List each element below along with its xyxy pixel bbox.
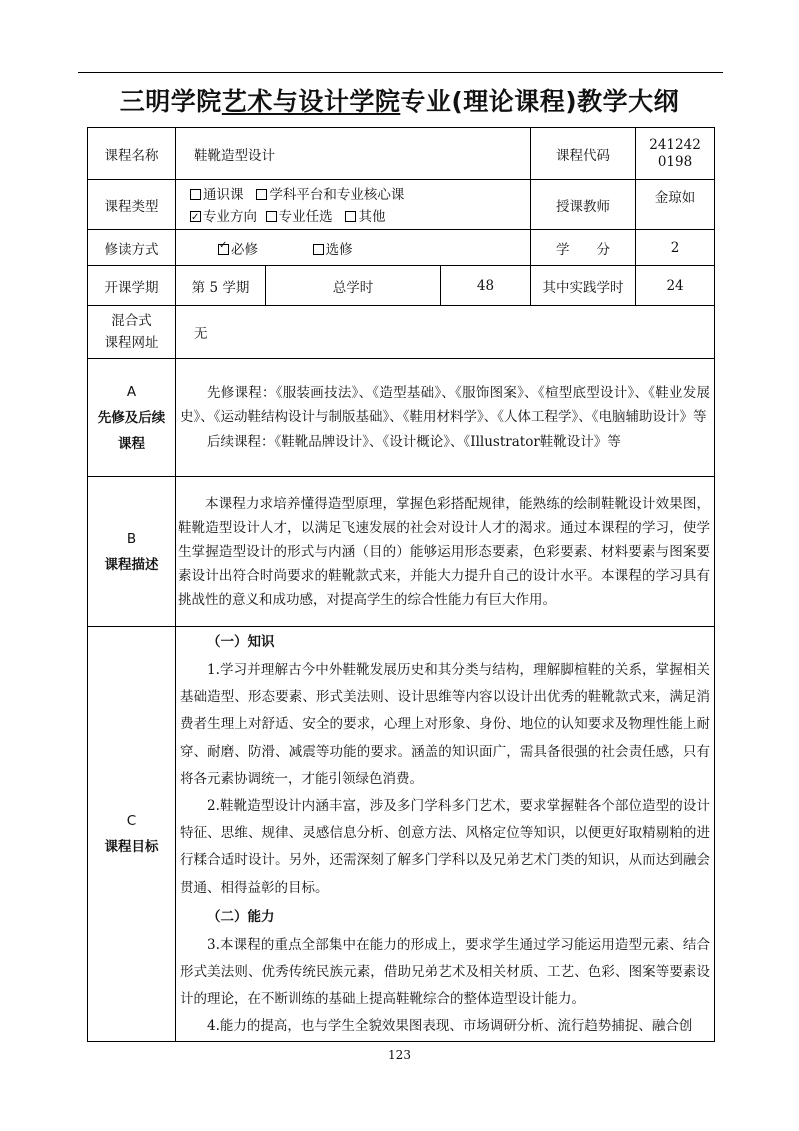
option-optional: 选修 (325, 241, 353, 258)
course-type-options (176, 180, 531, 230)
goal-paragraph-1: 1.学习并理解古今中外鞋靴发展历史和其分类与结构，理解脚楦鞋的关系，掌握相关基础造型、形态要素、形式美法则、设计思维等内容以设计出优秀的鞋靴款式来，满足消费者生理上对舒适、安全的要求，心理上对形象、身份、地位的认知要求及物理性能上耐穿、耐磨、防滑、减震等功能的要求。涵盖的知识面广，需具备很强的社会责任感，只有将各元素协调统一，才能引领绿色消费。 (180, 662, 711, 787)
course-type-label: 课程类型 (88, 180, 176, 230)
document-title (0, 82, 799, 118)
study-mode-label: 修读方式 (88, 230, 176, 266)
checkbox-optional[interactable] (313, 244, 324, 255)
course-url-value: 无 (176, 306, 715, 359)
title-prefix: 三明学院 (119, 87, 222, 116)
section-b-title: 课程描述 (104, 556, 159, 573)
row-semester (88, 266, 715, 306)
course-code-value: 2412420198 (636, 128, 715, 180)
option-required: 必修 (231, 241, 258, 258)
course-name-value: 鞋靴造型设计 (176, 128, 531, 180)
row-course-name (88, 128, 715, 180)
row-section-b (88, 477, 715, 627)
header-rule (78, 72, 723, 73)
row-section-a (88, 359, 715, 477)
course-url-label (88, 306, 176, 359)
option-elective: 专业任选 (278, 208, 333, 225)
teacher-label: 授课教师 (531, 180, 636, 230)
goal-paragraph-2: 2.鞋靴造型设计内涵丰富，涉及多门学科多门艺术，要求掌握鞋各个部位造型的设计特征、思维、规律、灵感信息分析、创意方法、风格定位等知识，以便更好取精剔粕的进行糅合适时设计。另外，还需深刻了解多门学科以及兄弟艺术门类的知识，从而达到融会贯通、相得益彰的目标。 (180, 798, 711, 896)
course-url-label-line2: 课程网址 (104, 335, 159, 351)
row-section-c (88, 627, 715, 1042)
checkbox-other[interactable] (345, 211, 356, 222)
study-mode-options (176, 230, 531, 266)
section-b-letter: B (126, 530, 137, 547)
section-c-letter: C (126, 812, 137, 829)
ability-heading: （二）能力 (207, 908, 275, 925)
course-code-label: 课程代码 (531, 128, 636, 180)
section-a-content (176, 359, 715, 477)
section-b-label (88, 477, 176, 627)
checkbox-required[interactable] (218, 244, 229, 255)
checkbox-general[interactable] (190, 189, 201, 200)
row-course-type (88, 180, 715, 230)
checkbox-elective[interactable] (266, 211, 277, 222)
section-b-content (176, 477, 715, 627)
goal-paragraph-3: 3.本课程的重点全部集中在能力的形成上，要求学生通过学习能运用造型元素、结合形式美法则、优秀传统民族元素，借助兄弟艺术及相关材质、工艺、色彩、图案等要素设计的理论，在不断训练的基础上提高鞋靴综合的整体造型设计能力。 (180, 936, 711, 1008)
row-course-url (88, 306, 715, 359)
course-url-label-line1: 混合式 (111, 313, 152, 329)
title-college: 艺术与设计学院 (221, 87, 401, 116)
follow-up-courses: 后续课程：《鞋靴品牌设计》、《设计概论》、《Illustrator鞋靴设计》等 (207, 433, 621, 450)
section-c-title: 课程目标 (104, 838, 159, 855)
section-a-title-line1: 先修及后续 (97, 409, 166, 426)
course-description: 本课程力求培养懂得造型原理，掌握色彩搭配规律，能熟练的绘制鞋靴设计效果图，鞋靴造型设计人才，以满足飞速发展的社会对设计人才的渴求。通过本课程的学习，使学生掌握造型设计的形式与内涵（目的）能够运用形态要素，色彩要素、材料要素与图案要素设计出符合时尚要求的鞋靴款式来，并能大力提升自己的设计水平。本课程的学习具有挑战性的意义和成功感，对提高学生的综合性能力有巨大作用。 (178, 495, 711, 608)
section-c-label (88, 627, 176, 1042)
total-hours-label: 总学时 (266, 266, 441, 306)
section-a-title-line2: 课程 (118, 435, 145, 452)
teacher-value: 金琼如 (636, 180, 715, 230)
total-hours-value: 48 (441, 266, 531, 306)
option-general: 通识课 (203, 186, 244, 203)
option-other: 其他 (358, 208, 386, 225)
page-number: 123 (388, 1048, 411, 1062)
semester-value: 第 5 学期 (176, 266, 266, 306)
section-a-letter: A (126, 383, 137, 400)
goal-paragraph-4: 4.能力的提高，也与学生全貌效果图表现、市场调研分析、流行趋势捕捉、融合创 (207, 1018, 693, 1035)
credit-label: 学 分 (531, 230, 636, 266)
practice-hours-label: 其中实践学时 (531, 266, 636, 306)
title-suffix: 专业(理论课程)教学大纲 (400, 87, 680, 116)
option-core: 学科平台和专业核心课 (269, 186, 405, 203)
prerequisite-courses: 先修课程：《服装画技法》、《造型基础》、《服饰图案》、《楦型底型设计》、《鞋业发展史》、《运动鞋结构设计与制版基础》、《鞋用材料学》、《人体工程学》、《电脑辅助设计》等 (180, 384, 711, 426)
option-direction: 专业方向 (203, 208, 257, 225)
checkbox-direction[interactable] (190, 211, 201, 222)
credit-value: 2 (636, 230, 715, 266)
section-a-label (88, 359, 176, 477)
practice-hours-value: 24 (636, 266, 715, 306)
semester-label: 开课学期 (88, 266, 176, 306)
row-study-mode (88, 230, 715, 266)
syllabus-table (87, 127, 715, 1042)
knowledge-heading: （一）知识 (207, 634, 275, 650)
section-c-content (176, 627, 715, 1042)
course-name-label: 课程名称 (88, 128, 176, 180)
checkbox-core[interactable] (256, 189, 267, 200)
